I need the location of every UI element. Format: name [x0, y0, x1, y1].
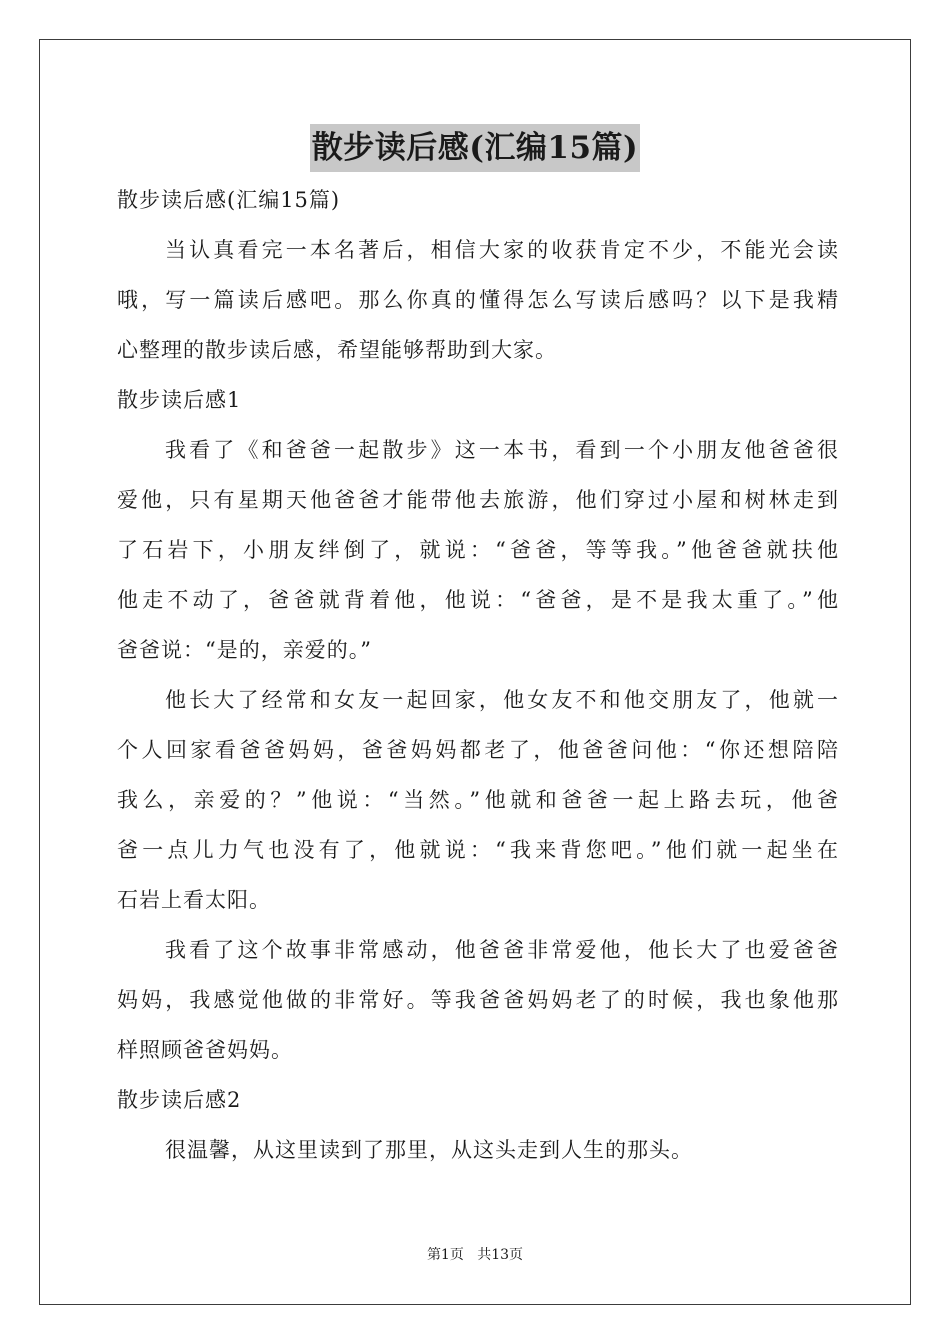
- text-line-14: 爸一点儿力气也没有了，他就说：“我来背您吧。”他们就一起坐在: [117, 838, 839, 862]
- title-area: [0, 124, 950, 172]
- text-line-6: 我看了《和爸爸一起散步》这一本书，看到一个小朋友他爸爸很: [165, 438, 839, 462]
- page-footer: [0, 1245, 950, 1265]
- document-body: [117, 175, 839, 1175]
- text-line-3: 哦，写一篇读后感吧。那么你真的懂得怎么写读后感吗？以下是我精: [117, 288, 839, 312]
- document-title: 散步读后感(汇编15篇): [310, 124, 640, 172]
- text-line-10: 爸爸说：“是的，亲爱的。”: [117, 638, 372, 662]
- text-line-19: 散步读后感2: [117, 1088, 242, 1112]
- text-line-17: 妈妈，我感觉他做的非常好。等我爸爸妈妈老了的时候，我也象他那: [117, 988, 839, 1012]
- text-line-8: 了石岩下，小朋友绊倒了，就说：“爸爸，等等我。”他爸爸就扶他: [117, 538, 839, 562]
- text-line-2: 当认真看完一本名著后，相信大家的收获肯定不少，不能光会读: [165, 238, 839, 262]
- text-line-4: 心整理的散步读后感，希望能够帮助到大家。: [117, 338, 557, 362]
- text-line-16: 我看了这个故事非常感动，他爸爸非常爱他，他长大了也爱爸爸: [165, 938, 839, 962]
- text-line-15: 石岩上看太阳。: [117, 888, 271, 912]
- text-line-18: 样照顾爸爸妈妈。: [117, 1038, 293, 1062]
- text-line-13: 我么，亲爱的？”他说：“当然。”他就和爸爸一起上路去玩，他爸: [117, 788, 839, 812]
- text-line-12: 个人回家看爸爸妈妈，爸爸妈妈都老了，他爸爸问他：“你还想陪陪: [117, 738, 839, 762]
- text-line-11: 他长大了经常和女友一起回家，他女友不和他交朋友了，他就一: [165, 688, 839, 712]
- text-line-20: 很温馨，从这里读到了那里，从这头走到人生的那头。: [165, 1138, 693, 1162]
- text-line-5: 散步读后感1: [117, 388, 242, 412]
- text-line-9: 他走不动了，爸爸就背着他，他说：“爸爸，是不是我太重了。”他: [117, 588, 839, 612]
- page-total: 共13页: [477, 1247, 524, 1263]
- page-number: 第1页: [426, 1247, 464, 1263]
- text-line-1: 散步读后感(汇编15篇): [117, 188, 341, 212]
- text-line-7: 爱他，只有星期天他爸爸才能带他去旅游，他们穿过小屋和树林走到: [117, 488, 839, 512]
